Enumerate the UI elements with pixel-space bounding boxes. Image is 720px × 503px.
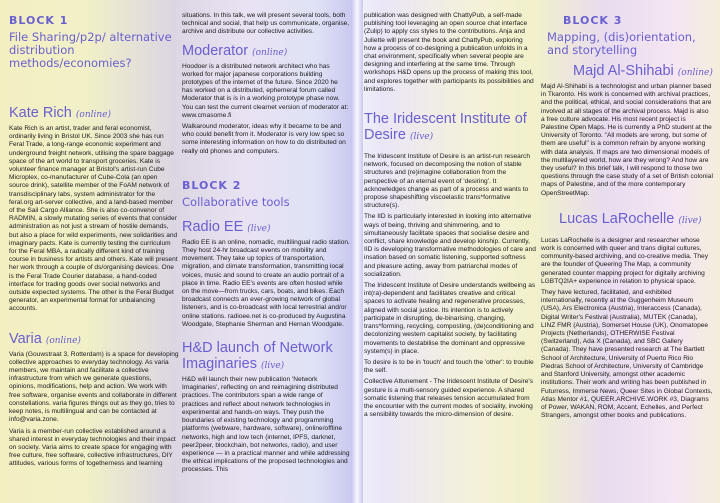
varia-bio-b: Varia is a member-run collective established around a shared interest in everyday technologies and their impact on society. Varia aims to create space for engaging with free culture, free software, collective infrastructures, DIY attitudes, various forms of togetherness and learning <box>9 427 176 468</box>
iridescent-bio-b: The IID is particularly interested in looking into alternative ways of being, thriving and shimmering, and to simultaneously facilitate spaces that socialise desire and conflict, share knowledge and develop kinship. Currently, IID is developing transformative methodologies of care and insation based on somatic listening, supported softness and pleasure acting, away from patriarchal modes of socialization. <box>364 213 536 278</box>
iridescent-bio-c: The Iridescent Institute of Desire understands wellbeing as int(ra)-dependent and facilitates creative and critical spaces to activate healing and regenerative processes, aligned with social justice. Its intention is to actively participate in disrupting, de-binarising, changing, trans*forming, recycling, composting, (de)conditioning and decolonizing western capitalist society, by facilitating movements to destabilise the dominant and oppressive system(s) in place. <box>364 282 536 355</box>
block-2-label: BLOCK 2 <box>182 178 242 192</box>
moderator-name: Moderator <box>182 42 249 59</box>
kate-rich-name: Kate Rich <box>9 105 72 121</box>
column-4 <box>541 0 713 503</box>
lucas-heading <box>541 211 713 229</box>
iridescent-institute-name: The Iridescent Institute of Desire <box>364 111 527 144</box>
lucas-bio-b: They have lectured, facilitated, and exhibited internationally, recently at the Guggenheim Museum (USA), Ars Electronica (Austria), Interaccess (Canada), Digital Writer's Festival (Australia), MUTEK (Canada), LINZ FMR (Austria), Somerset House (UK), Onomatopee Projects (Netherlands), OTHERWISE Festival (Switzerland), Ada X (Canada), and SBC Gallery (Canada). They have presented research at The Bartlett School of Architecture, University of Puerto Rico Rio Piedras School of Architecture, University of Cambridge and Stanford University, amongst other academic institutions. Their work and writing has been published in Futurress, Immerse News, Queer Sites in Global Contexts, Atlas Mentor #1, QUEER.ARCHIVE.WORK #3, Diagrams of Power, WAKAN, ROM, Accent, Echelles, and Perfect Strangers, amongst other books and publications. <box>541 289 713 420</box>
lucas-tag: (live) <box>678 215 702 226</box>
varia-name: Varia <box>9 330 42 347</box>
iridescent-institute-heading <box>364 111 536 145</box>
radio-ee-tag: (live) <box>247 223 271 234</box>
block-1-label: BLOCK 1 <box>9 14 69 27</box>
block-2-title: Collaborative tools <box>182 194 290 209</box>
majd-bio: Majd Al-Shihabi is a technologist and urban planner based in Tkaronto. His work is concerned with archival practices, and the political, ethical, and social considerations that are involved at all stages of the archival process. Majd is also a free culture advocate. His most recent project is Palestine Open Maps. He is currently a PhD student at the University of Toronto. "All models are wrong, but some of them are useful" is a common refrain by anyone working with data analysis. If maps are two dimensional models of the multilayered world, how are they wrong? And how are they useful? In this brief talk, I will respond to those two questions through the case study of a set of British colonial maps of Palestine, and of the more contemporary OpenStreetMap. <box>541 83 713 197</box>
hd-launch-heading <box>182 340 350 374</box>
block-3-title: Mapping, (dis)orientation, and storytelling <box>547 30 696 57</box>
column-1 <box>9 0 179 503</box>
column-2 <box>182 0 350 503</box>
majd-tag: (online) <box>677 68 713 78</box>
moderator-heading <box>182 43 350 61</box>
varia-tag: (online) <box>45 335 81 346</box>
lucas-name: Lucas LaRochelle <box>559 210 675 227</box>
majd-heading <box>541 63 713 81</box>
lucas-bio-a: Lucas LaRochelle is a designer and researcher whose work is concerned with queer and trans digital cultures, community-based archiving, and co-creative media. They are the founder of Queering The Map, a community generated counter mapping project for digitally archiving LGBTQ2IA+ experience in relation to physical space. <box>541 236 708 285</box>
radio-ee-bio: Radio EE is an online, nomadic, multilingual radio station. They host 24-hr broadcast events on mobility and movement. They take up topics of transportation, migration, and climate transformation, transmitting local voices, music and sound to create an audio portrait of a place in time. Radio EE's events are often hosted while on the move—from trucks, cars, boats, and bikes. Each broadcast connects an ever-growing network of global listeners, and is co-broadcast with local terrestrial and/or online stations. radioee.net is co-produced by Augustina Woodgate, Stephanie Sherman and Hernan Woodgate. <box>182 238 350 328</box>
kate-rich-heading <box>9 105 179 123</box>
varia-bio-a: Varia (Gouwstraat 3, Rotterdam) is a space for developing collective approaches to everyday technology. As varia members, we maintain and facilitate a collective infrastructure from which we generate questions, opinions, modifications, help and action. We work with free software, organise events and collaborate in different constellations. varia figures things out as they go, tries to keep notes, is multilingual and can be contacted at info@varia.zone. <box>9 350 179 424</box>
hd-launch-bio: H&D will launch their new publication 'Network Imaginaries', reflecting on and reimagining distributed practices. The contributors span a wide range of practices and reflect about network technologies in experimental and hands-on ways. They push the boundaries of existing technology and programming platforms (webware, hardware, software), online/offline networks, high and low tech (internet, IPFS, darknet, peer2peer, blockchain, bot networks, radio), and user experience — in a practical manner and while addressing the ethical implications of the proposed technologies and processes. This <box>182 376 350 474</box>
kate-rich-bio: Kate Rich is an artist, trader and feral economist, ordinarily living in Bristol UK. Since 2003 she has run Feral Trade, a long-range economic experiment and underground freight network, utilising the spare baggage space of the art world to transport groceries. Kate is volunteer finance manager at Bristol's artist-run Cube Microplex, co-manufacturer of Cube-Cola (an open source drink), satellite member of the FoAM network of transdisciplinary labs, system administrator for the feral.org art-server collective, and a land-based member of the Sail Cargo Alliance. She is also co-convenor of RADMIN, a slowly mutating series of events that consider administration as not just a stream of hostile demands, but also a place for wild experiments, new solidarities and imaginary pacts. Kate is currently testing the curriculum for the Feral MBA, a radically different kind of training course in business for artists and others. Kate will present her work through a couple of ds/organising devices. One is the Feral Trade Courier database, a hand-coded interface for trading goods over social networks and outside expected systems. The other is the Feral Budget generator, an experimental format for unbalancing accounts. <box>9 125 178 313</box>
varia-heading <box>9 331 179 349</box>
iridescent-bio-e: Collective Attunement - The Iridescent Institute of Desire's gesture is a multi-sensory guided experience. A shared somatic listening that releases tension accumulated from the encounter with the current modes of sociality, invoking a sensibility towards the micro-dimension of desire. <box>364 378 533 419</box>
majd-name: Majd Al-Shihabi <box>573 63 674 79</box>
column-3 <box>364 0 536 503</box>
moderator-tag: (online) <box>252 47 288 58</box>
block-3-label: BLOCK 3 <box>563 14 623 27</box>
radio-ee-name: Radio EE <box>182 218 244 235</box>
hd-launch-bio-continued: publication was designed with ChattyPub, a self-made publishing tool leveraging an open source chat interface (Zulip) to apply css styles to the contributions. Anja and Juliette will present the book and ChattyPub, exploring how a process of co-designing a publication unfolds in a chat environment, specifically when several people are designing and interfering at the same time. Through workshops H&D opens up the process of making this tool, and explores together with participants its possibilities and limitations. <box>364 12 534 93</box>
iridescent-institute-tag: (live) <box>409 132 434 143</box>
kate-rich-tag: (online) <box>75 110 112 120</box>
block-1-title: File Sharing/p2p/ alternative distribution methods/economies? <box>9 30 172 70</box>
radio-ee-heading <box>182 219 350 237</box>
moderator-bio-b: Walkaround moderator, ideas why it became to be and who could benefit from it. Moderator is very low spec so some interesting information on how to do distributed on really old phones and computers. <box>182 123 346 155</box>
hd-launch-name: H&D launch of Network Imaginaries <box>182 340 333 373</box>
iridescent-bio-a: The Iridescent Institute of Desire is an artist-run research network, focused on decomposing the notion of stable structures and (re)imagine collaboration from the perspective of an eternal event of 'desiring'. It acknowledges change as part of a process and wants to propose shapeshifting viscoelastic trans*formative structure(s). <box>364 153 531 210</box>
moderator-bio-a: Hoodoer is a distributed network architect who has worked for major japanese corporations building prototypes of the internet of the future. Since 2020 he has worked on a distributed, ephemeral forum called Moderator that is is in a working prototype phase now. You can test the current clearnet version of moderator at: www.cmasome.fi <box>182 62 349 119</box>
hd-launch-tag: (live) <box>260 361 285 372</box>
varia-bio-continued: situations. In this talk, we will present several tools, both technical and social, that help us communicate, organise, archive and distribute our collective activities. <box>182 12 350 36</box>
iridescent-bio-d: To desire is to be in 'touch' and touch the 'other': to trouble the self. <box>364 358 534 375</box>
page-spine <box>351 0 363 503</box>
